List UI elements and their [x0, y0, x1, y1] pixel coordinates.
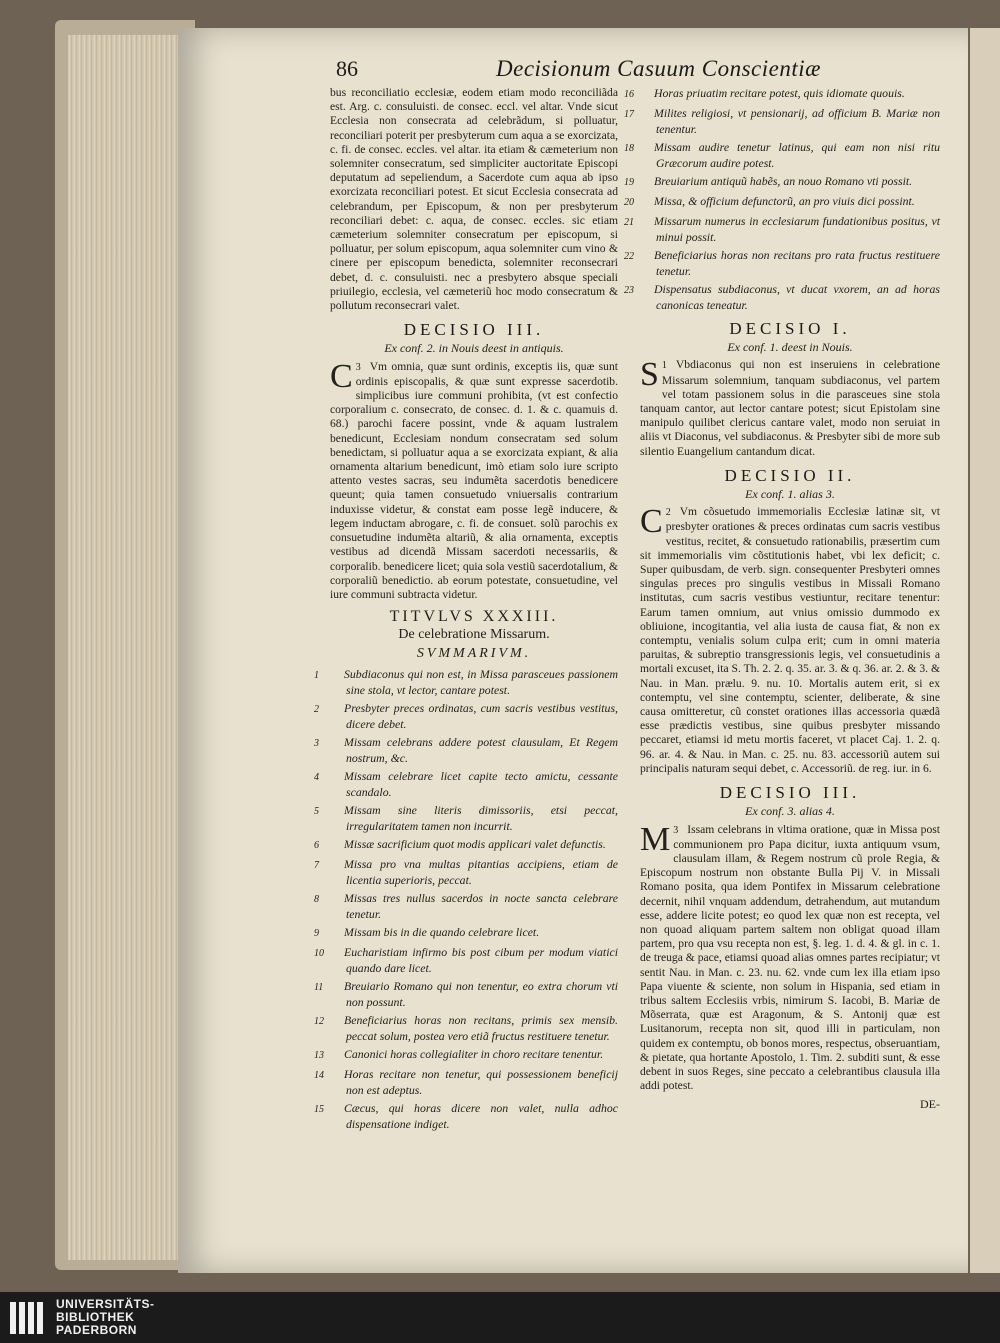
decisio1-body: Vbdiaconus qui non est inseruiens in celebratione Missarum solemnium, tanquam subdiaconus, vel partem vel totam passionem solus in die parasceues sine stola tanquam cantor, aut lector cantare potest; sicut Epistolam sine manipulo quilibet clericus cantare valet, modo non seruiat in aliis vt Diaconus, vel subdiaconus. & Presbyter sibi de more sub silentio Euangelium cantandum dicat.	[640, 358, 940, 458]
summary-item-text: Presbyter preces ordinatas, cum sacris vestibus vestitus, dicere debet.	[344, 700, 618, 731]
decisio2-body: Vm cõsuetudo immemorialis Ecclesiæ latinæ sit, vt presbyter orationes & preces ordinatas cum sacris vestibus vestitus, recitet, & consuetudo rationabilis, præsertim cum sit immemorialis vim cõstitutionis habet, vbi lex deficit; c. Super quibusdam, de verb. sign. consequenter Presbyteri omnes singulas preces pro singulis vestibus in Missali Romano institutas, cum sacris vestibus vestiuntur, recitare tenentur: Earum tamen omnium, aut vnius omissio dummodo ex obliuione, incogitantia, vel alia iusta de causa fiat, & non ex contemptu, venialis solum culpa erit; cum in omni materia paruitas, & subreptio transgressionis legis, vel consuetudinis a mortali excuset, ita S. Th. 2. 2. q. 35. ar. 3. & q. 36. ar. 2. & 3. & Nau. in Man. prælu. 9. nu. 10. Mortalis autem erit, si ex contemptu, vel sine contemptu, scienter, deliberate, & sine causa omitteretur, cũ constet orationes illas accessoria quædã esse prædictis vestibus, sine quibus presbyter missando peccaret, etiamsi id metu mortis faceret, vt placet Caj. 1. 2. q. 96. ar. 4. & Nau. in Man. c. 25. nu. 83. accessoriũ autem sui principalis naturam sequi debet, c. Accessoriũ. de reg. iur. in 6.	[640, 505, 940, 775]
summary-item	[624, 174, 940, 190]
summary-item	[314, 666, 618, 697]
summary-item-text: Missam audire tenetur latinus, qui eam non nisi ritu Græcorum audire potest.	[654, 140, 940, 170]
titulus-heading: TITVLVS XXXIII.	[389, 608, 559, 626]
decisio3-subheading: Ex conf. 3. alias 4.	[745, 804, 835, 819]
decisio-body: Vm omnia, quæ sunt ordinis, exceptis iis, quæ sunt ordinis episcopalis, & quæ sunt expresse sacerdotib. simplicibus iure communi prohibita, (vt est confectio corporalium c. consecrato, de consec. d. 1. & c. quamuis d. 68.) parochi facere possint, vnde & aquam lustralem benedicunt, Ecclesiam nondum consecratam sed solum benedictam, si polluatur aqua a se exorcizata expiant, & alia ornamenta altarium benedicunt, imò etiam solo iure scripto attento vestes sacras, seu indumẽta sacerdotis benedicere queunt; quia tamen consuetudo vniuersalis contrarium induxisse videtur, & constat eam posse legẽ inducere, & legem inductam abrogare, c. fi. de consuet. solũ parochis ex consuetudine indumẽta altariũ, & alia ornamenta, exceptis vestibus ad dicendã Missam sacerdoti necessariis, & corporalib. benedicere licet; quia sola vestiũ sacerdotalium, & corporaliũ benedictio. ab eorum potestate, consuetudine, vel iure communi subtracta videtur.	[330, 359, 618, 601]
left-column	[314, 86, 618, 1135]
summary-item	[314, 856, 618, 887]
initial-letter: C	[640, 503, 663, 541]
summary-item-number: 17	[624, 109, 634, 120]
summary-item-number: 22	[624, 251, 634, 262]
summary-item-number: 23	[624, 285, 634, 296]
summarium-heading: SVMMARIVM.	[416, 645, 532, 661]
summary-item-number: 12	[314, 1015, 324, 1027]
summary-item	[314, 944, 618, 975]
summary-item-text: Milites religiosi, vt pensionarij, ad officium B. Mariæ non tenentur.	[654, 106, 940, 136]
running-header	[336, 56, 966, 86]
decisio3-body: Issam celebrans in vltima oratione, quæ in Missa post communionem pro Papa dicitur, iuxta antiquum vsum, clausulam illam, & Regem nostrum cũ prole Regia, & Episcopum nostrum non obstante Bulla Pij V. in Missali Romano posita, qua idem Pontifex in Missarum celebratione decernit, nihil vnquam addendum, detrahendum, aut mutandum esse, addere licite potest; eo quod lex quæ non est recepta, vel non quoad aliquam partem saltem non obligat quoad illam partem, pro qua vsu recepta non est, §. leg. 1. d. 4. & gl. in c. 1. de treuga & pace, etiamsi quoad alias omnes partes recipiatur; vt sentit Nau. in Man. c. 23. nu. 62. vnde cum lex illa etiam ipso Papa viuente & sciente, non solum in Hispania, sed etiam in tribus saltem Ecclesiis vrbis, nimirum S. Iacobi, B. Mariæ de Mõserrata, quæ est Aragonum, & S. Antonij quæ est Lusitanorum, recepta non sit, quod illi in particulam, non quidem ex contemptu, ob bonos mores, respectus, obseruantiam, & pietate, qua hortante Apostolo, 1. Tim. 2. subditi sunt, & esse debent in suos Reges, sine peccato a celebrantibus clausula illa addi potest.	[640, 822, 940, 1093]
summary-item-number: 16	[624, 89, 634, 100]
summary-item	[624, 248, 940, 278]
summary-item-text: Missa pro vna multas pitantias accipiens, etiam de licentia superioris, peccat.	[344, 856, 618, 887]
decisio1-subheading: Ex conf. 1. deest in Nouis.	[727, 340, 853, 355]
summary-item-number: 18	[624, 143, 634, 154]
intro-paragraph: bus reconciliatio ecclesiæ, eodem etiam modo reconciliãda est. Arg. c. consuluisti. de consec. eccl. vel altar. Vnde sicut Ecclesia non consecrata ad celebrãdum, si polluatur, reconciliari poterit per presbyterum cum aqua a se exorcizata, c. fi. de consec. eccles. vel altar. ita etiam & cæmeterium non solemniter consecratum, sed simpliciter auctoritate Episcopi deputatum ad sepeliendum, a Sacerdote cum aqua ab ipso exorcizata reconciliari potest. Et sicut Ecclesia consecrata ad celebrandum, per Episcopum, & non per presbyterum reconciliari debet: c. aqua, de consec. eccles. sic etiam cæmeterium solemniter consecratum per episcopum, si polluatur, per solum episcopum, aqua solemniter cum vino & cinere per episcopum benedicta, solemniter reconsecrari debet, d. c. consuluisti. nec a presbytero absque speciali priuilegio, ecclesia, vel cæmeteriũ hoc modo consecratum & pollutum reconsecrari valet.	[330, 86, 618, 313]
summary-item-text: Beneficiarius horas non recitans, primis sex mensib. peccat solum, postea vero etiã fructus restituere tenetur.	[344, 1012, 618, 1043]
decisio3-paragraph	[640, 820, 940, 1094]
decisio1-heading: DECISIO I.	[729, 319, 851, 338]
summary-item-text: Missarum numerus in ecclesiarum fundationibus positus, vt minui possit.	[654, 214, 940, 244]
page-number: 86	[336, 56, 358, 81]
initial-letter: S	[640, 356, 659, 394]
decisio-subheading: Ex conf. 2. in Nouis deest in antiquis.	[384, 341, 564, 356]
summary-item	[314, 700, 618, 731]
summary-item-text: Breuiarium antiquũ habẽs, an nouo Romano vti possit.	[654, 174, 913, 188]
summary-item-number: 6	[314, 839, 319, 851]
summary-item	[624, 214, 940, 244]
summary-item-text: Beneficiarius horas non recitans pro rata fructus restituere tenetur.	[654, 248, 940, 278]
summary-item	[314, 978, 618, 1009]
running-title: Decisionum Casuum Conscientiæ	[496, 56, 821, 81]
summary-item-number: 19	[624, 177, 634, 188]
summary-item	[314, 802, 618, 833]
library-name-line3: PADERBORN	[56, 1323, 137, 1337]
summary-item-text: Missæ sacrificium quot modis applicari valet defunctis.	[344, 836, 606, 851]
summary-item-number: 14	[314, 1069, 324, 1081]
summary-item-text: Eucharistiam infirmo bis post cibum per modum viatici quando dare licet.	[344, 944, 618, 975]
summary-item-number: 3	[314, 737, 319, 749]
titulus-subheading: De celebratione Missarum.	[398, 627, 550, 643]
library-name-line2: BIBLIOTHEK	[56, 1310, 135, 1324]
summary-item-text: Canonici horas collegialiter in choro recitare tenentur.	[344, 1046, 604, 1061]
decisio2-heading: DECISIO II.	[724, 465, 856, 485]
summary-item	[314, 1046, 618, 1063]
summary-item-number: 20	[624, 197, 634, 208]
margin-number: 2	[665, 507, 671, 519]
summary-item	[314, 924, 618, 941]
summary-item-text: Cæcus, qui horas dicere non valet, nulla adhoc dispensatione indiget.	[344, 1100, 618, 1131]
margin-number: 3	[673, 824, 679, 836]
summary-item-number: 4	[314, 771, 319, 783]
summary-item	[314, 890, 618, 921]
summary-item	[624, 140, 940, 170]
summary-item-text: Dispensatus subdiaconus, vt ducat vxorem, an ad horas canonicas teneatur.	[654, 282, 940, 312]
summary-item	[314, 1100, 618, 1131]
initial-letter: M	[640, 820, 671, 858]
library-name-line1: UNIVERSITÄTS-	[56, 1297, 155, 1311]
summary-item-text: Missa, & officium defunctorũ, an pro viuis dici possint.	[654, 194, 915, 208]
summary-item	[624, 282, 940, 312]
summary-item-number: 10	[314, 947, 324, 959]
decisio2-subheading: Ex conf. 1. alias 3.	[745, 487, 835, 502]
summary-item	[314, 1066, 618, 1097]
summary-item-text: Missam celebrare licet capite tecto amictu, cessante scandalo.	[344, 768, 618, 799]
library-footer	[0, 1292, 1000, 1343]
summary-item	[314, 1012, 618, 1043]
summary-list-continued	[624, 86, 940, 312]
summary-item-text: Horas recitare non tenetur, qui possessionem beneficij non est adeptus.	[344, 1066, 618, 1097]
decisio1-paragraph	[640, 358, 940, 458]
summary-item-number: 1	[314, 669, 319, 681]
summary-item	[624, 194, 940, 210]
summary-item-text: Subdiaconus qui non est, in Missa parasceues passionem sine stola, vt lector, cantare potest.	[344, 666, 618, 697]
page-edges	[68, 35, 183, 1260]
summary-item	[314, 734, 618, 765]
catchword: DE-	[920, 1097, 940, 1112]
summary-item-text: Missam bis in die quando celebrare licet.	[344, 924, 540, 939]
summary-item	[624, 106, 940, 136]
summary-item-number: 8	[314, 893, 319, 905]
summary-item-number: 11	[314, 981, 324, 993]
margin-number: 1	[661, 360, 667, 372]
summary-item	[314, 768, 618, 799]
summary-item-number: 5	[314, 805, 319, 817]
decisio-heading: DECISIO III.	[403, 320, 545, 340]
initial-letter: C	[330, 357, 353, 395]
decisio2-paragraph	[640, 505, 940, 776]
summary-item-number: 15	[314, 1103, 324, 1115]
summary-item	[624, 86, 940, 102]
summary-item-number: 2	[314, 703, 319, 715]
library-name	[56, 1298, 155, 1337]
library-logo-icon	[8, 1298, 48, 1338]
facing-page-edge	[968, 28, 1000, 1273]
summary-list	[314, 666, 618, 1131]
decisio-paragraph	[330, 357, 618, 602]
summary-item-text: Horas priuatim recitare potest, quis idiomate quouis.	[654, 86, 905, 100]
margin-number: 3	[355, 361, 361, 373]
summary-item-number: 7	[314, 859, 319, 871]
summary-item-text: Missas tres nullus sacerdos in nocte sancta celebrare tenetur.	[344, 890, 618, 921]
summary-item-text: Missam sine literis dimissoriis, etsi peccat, irregularitatem tamen non incurrit.	[344, 802, 618, 833]
summary-item-number: 21	[624, 217, 634, 228]
summary-item-number: 13	[314, 1049, 324, 1061]
summary-item	[314, 836, 618, 853]
summary-item-number: 9	[314, 927, 319, 939]
decisio3-heading: DECISIO III.	[719, 783, 861, 803]
summary-item-text: Breuiario Romano qui non tenentur, eo extra chorum vti non possunt.	[344, 978, 618, 1009]
summary-item-text: Missam celebrans addere potest clausulam, Et Regem nostrum, &c.	[344, 734, 618, 765]
right-column	[624, 86, 940, 1112]
